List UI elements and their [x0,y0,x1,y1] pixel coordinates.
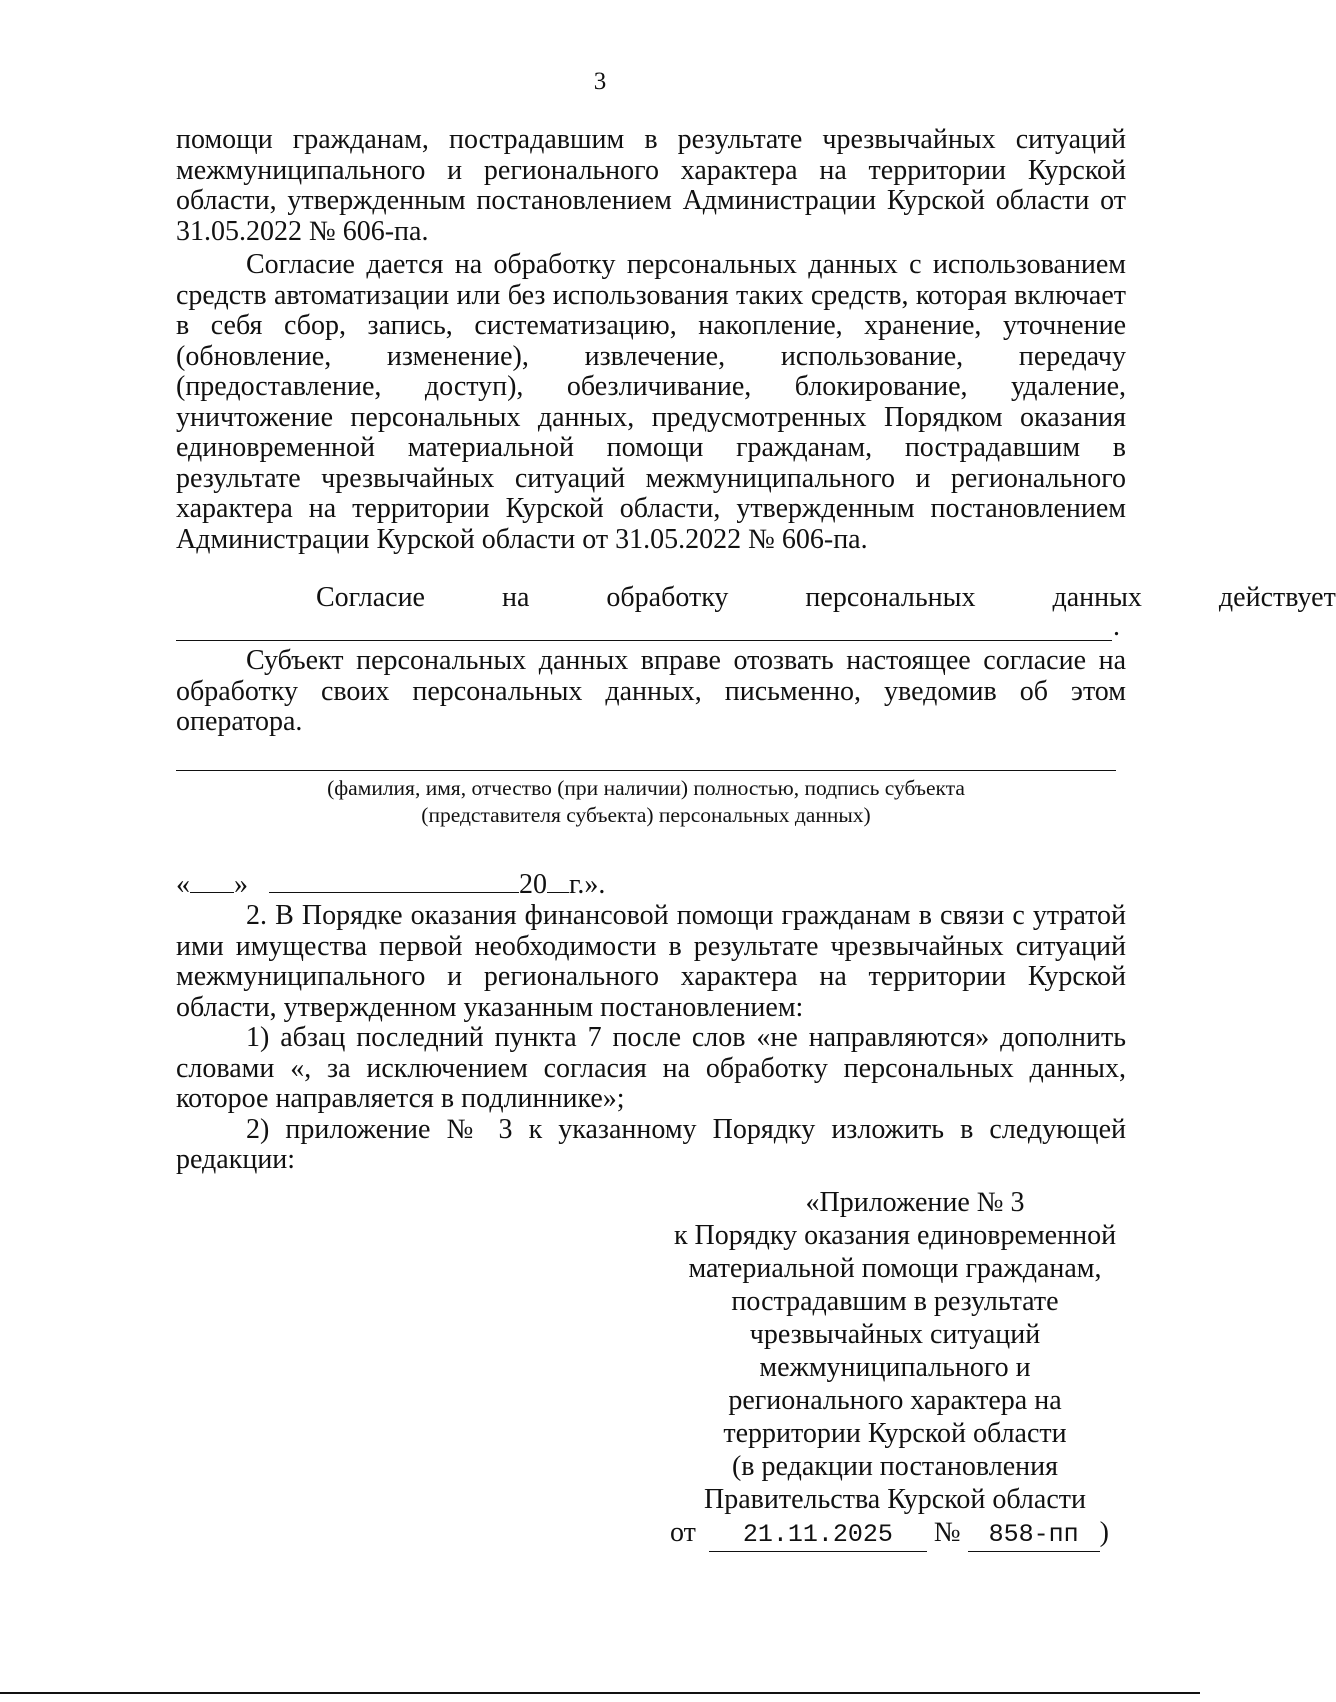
year-prefix: 20 [519,869,547,900]
amendments-block [176,901,1126,1176]
consent-validity-line [176,582,1336,613]
closing-paren: ) [1099,1517,1109,1548]
date-close-quote: » [234,869,248,900]
signature-caption-line-1: (фамилия, имя, отчество (при наличии) полностью, подпись субъекта [327,776,965,800]
appendix-line: к Порядку оказания единовременной [673,1220,1117,1251]
appendix-line: (в редакции постановления [731,1451,1059,1482]
consent-word: обработку [606,582,729,613]
paragraph-2: Согласие дается на обработку персональных данных с использованием средств автоматизации или без использования таких средств, которая включает в себя сбор, запись, систематизацию, накопление, хранение, уточнение (обновление, изменение), извлечение, использование, передачу (предоставление, доступ), обезличивание, блокирование, удаление, уничтожение персональных данных, предусмотренных Порядком оказания единовременной материальной помощи гражданам, пострадавшим в результате чрезвычайных ситуаций межмуниципального и регионального характера на территории Курской области, утвержденным постановлением Администрации Курской области от 31.05.2022 № 606-па. [176,249,1126,555]
appendix-line: межмуниципального и [759,1352,1031,1383]
paragraph-6: 2) приложение № 3 к указанному Порядку изложить в следующей редакции: [176,1113,1126,1175]
signature-line [176,770,1116,771]
month-blank [269,866,519,893]
paragraph-5: 1) абзац последний пункта 7 после слов «не направляются» дополнить словами «, за исключением согласия на обработку персональных данных, которое направляется в подлиннике»; [176,1022,1126,1114]
decree-date: 21.11.2025 [709,1518,927,1552]
from-label: от [670,1517,696,1548]
consent-word: действует [1218,582,1336,613]
paragraph-withdrawal [176,646,1126,738]
validity-period-end: . [1113,611,1120,642]
decree-number: 858-пп [968,1518,1100,1552]
appendix-heading [660,1186,1130,1516]
consent-word: Согласие [316,582,425,613]
appendix-line: чрезвычайных ситуаций [749,1319,1041,1350]
consent-word: на [501,582,530,613]
page-number: 3 [593,68,607,95]
paragraph-4: 2. В Порядке оказания финансовой помощи гражданам в связи с утратой ими имущества первой необходимости в результате чрезвычайных ситуаций межмуниципального и регионального характера на территории Курской области, утвержденном указанным постановлением: [176,900,1126,1023]
appendix-line: регионального характера на [728,1385,1062,1416]
day-blank [190,866,234,893]
appendix-line: территории Курской области [723,1418,1067,1449]
appendix-line: Правительства Курской области [704,1484,1086,1515]
appendix-line: пострадавшим в результате [731,1286,1059,1317]
paragraph-consent-scope [176,250,1126,555]
paragraph-1: помощи гражданам, пострадавшим в результате чрезвычайных ситуаций межмуниципального и регионального характера на территории Курской области, утвержденным постановлением Администрации Курской области от 31.05.2022 № 606-па. [176,124,1126,247]
appendix-line: материальной помощи гражданам, [688,1253,1102,1284]
scan-bottom-edge [0,1692,1200,1694]
appendix-line: «Приложение № 3 [805,1187,1025,1218]
year-blank [547,866,569,893]
decree-reference [670,1516,1109,1552]
year-suffix: г.». [569,869,606,900]
signature-caption [176,775,1116,829]
number-label: № [933,1517,961,1548]
signature-caption-line-2: (представителя субъекта) персональных данных) [421,803,871,827]
paragraph-continuation [176,125,1126,247]
consent-word: персональных [805,582,976,613]
date-line [176,866,605,900]
date-open-quote: « [176,869,190,900]
paragraph-3: Субъект персональных данных вправе отозвать настоящее согласие на обработку своих персональных данных, письменно, уведомив об этом оператора. [176,645,1126,737]
validity-fill-line [176,640,1112,641]
consent-word: данных [1052,582,1142,613]
